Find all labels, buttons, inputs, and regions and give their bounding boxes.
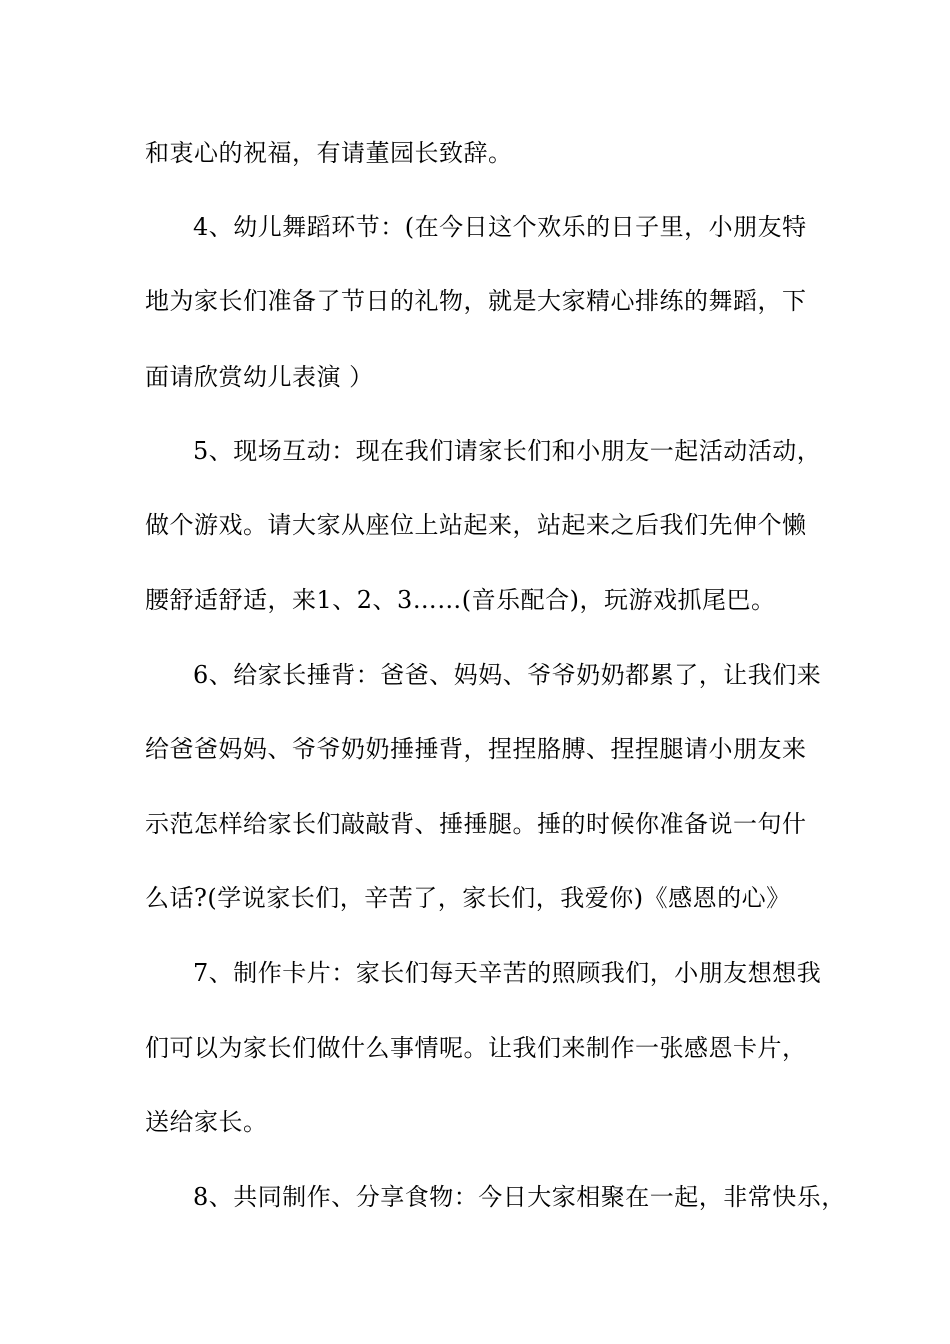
text-line: 腰舒适舒适，来1、2、3……(音乐配合)，玩游戏抓尾巴。 <box>145 586 776 614</box>
text-line: 6、给家长捶背：爸爸、妈妈、爷爷奶奶都累了，让我们来 <box>193 661 822 689</box>
text-line: 和衷心的祝福，有请董园长致辞。 <box>145 139 513 167</box>
text-line: 给爸爸妈妈、爷爷奶奶捶捶背，捏捏胳膊、捏捏腿请小朋友来 <box>145 735 807 763</box>
text-line: 们可以为家长们做什么事情呢。让我们来制作一张感恩卡片， <box>145 1034 807 1062</box>
text-line: 5、现场互动：现在我们请家长们和小朋友一起活动活动， <box>193 437 822 465</box>
text-line: 面请欣赏幼儿表演 ） <box>145 363 374 391</box>
text-line: 做个游戏。请大家从座位上站起来，站起来之后我们先伸个懒 <box>145 511 807 539</box>
text-line: 么话?(学说家长们，辛苦了，家长们，我爱你)《感恩的心》 <box>145 884 791 912</box>
text-line: 送给家长。 <box>145 1108 268 1136</box>
text-line: 地为家长们准备了节日的礼物，就是大家精心排练的舞蹈，下 <box>145 287 807 315</box>
text-line: 7、制作卡片：家长们每天辛苦的照顾我们，小朋友想想我 <box>193 959 822 987</box>
text-line: 4、幼儿舞蹈环节：(在今日这个欢乐的日子里，小朋友特 <box>193 213 807 241</box>
text-line: 示范怎样给家长们敲敲背、捶捶腿。捶的时候你准备说一句什 <box>145 810 807 838</box>
text-line: 8、共同制作、分享食物：今日大家相聚在一起，非常快乐， <box>193 1183 846 1211</box>
